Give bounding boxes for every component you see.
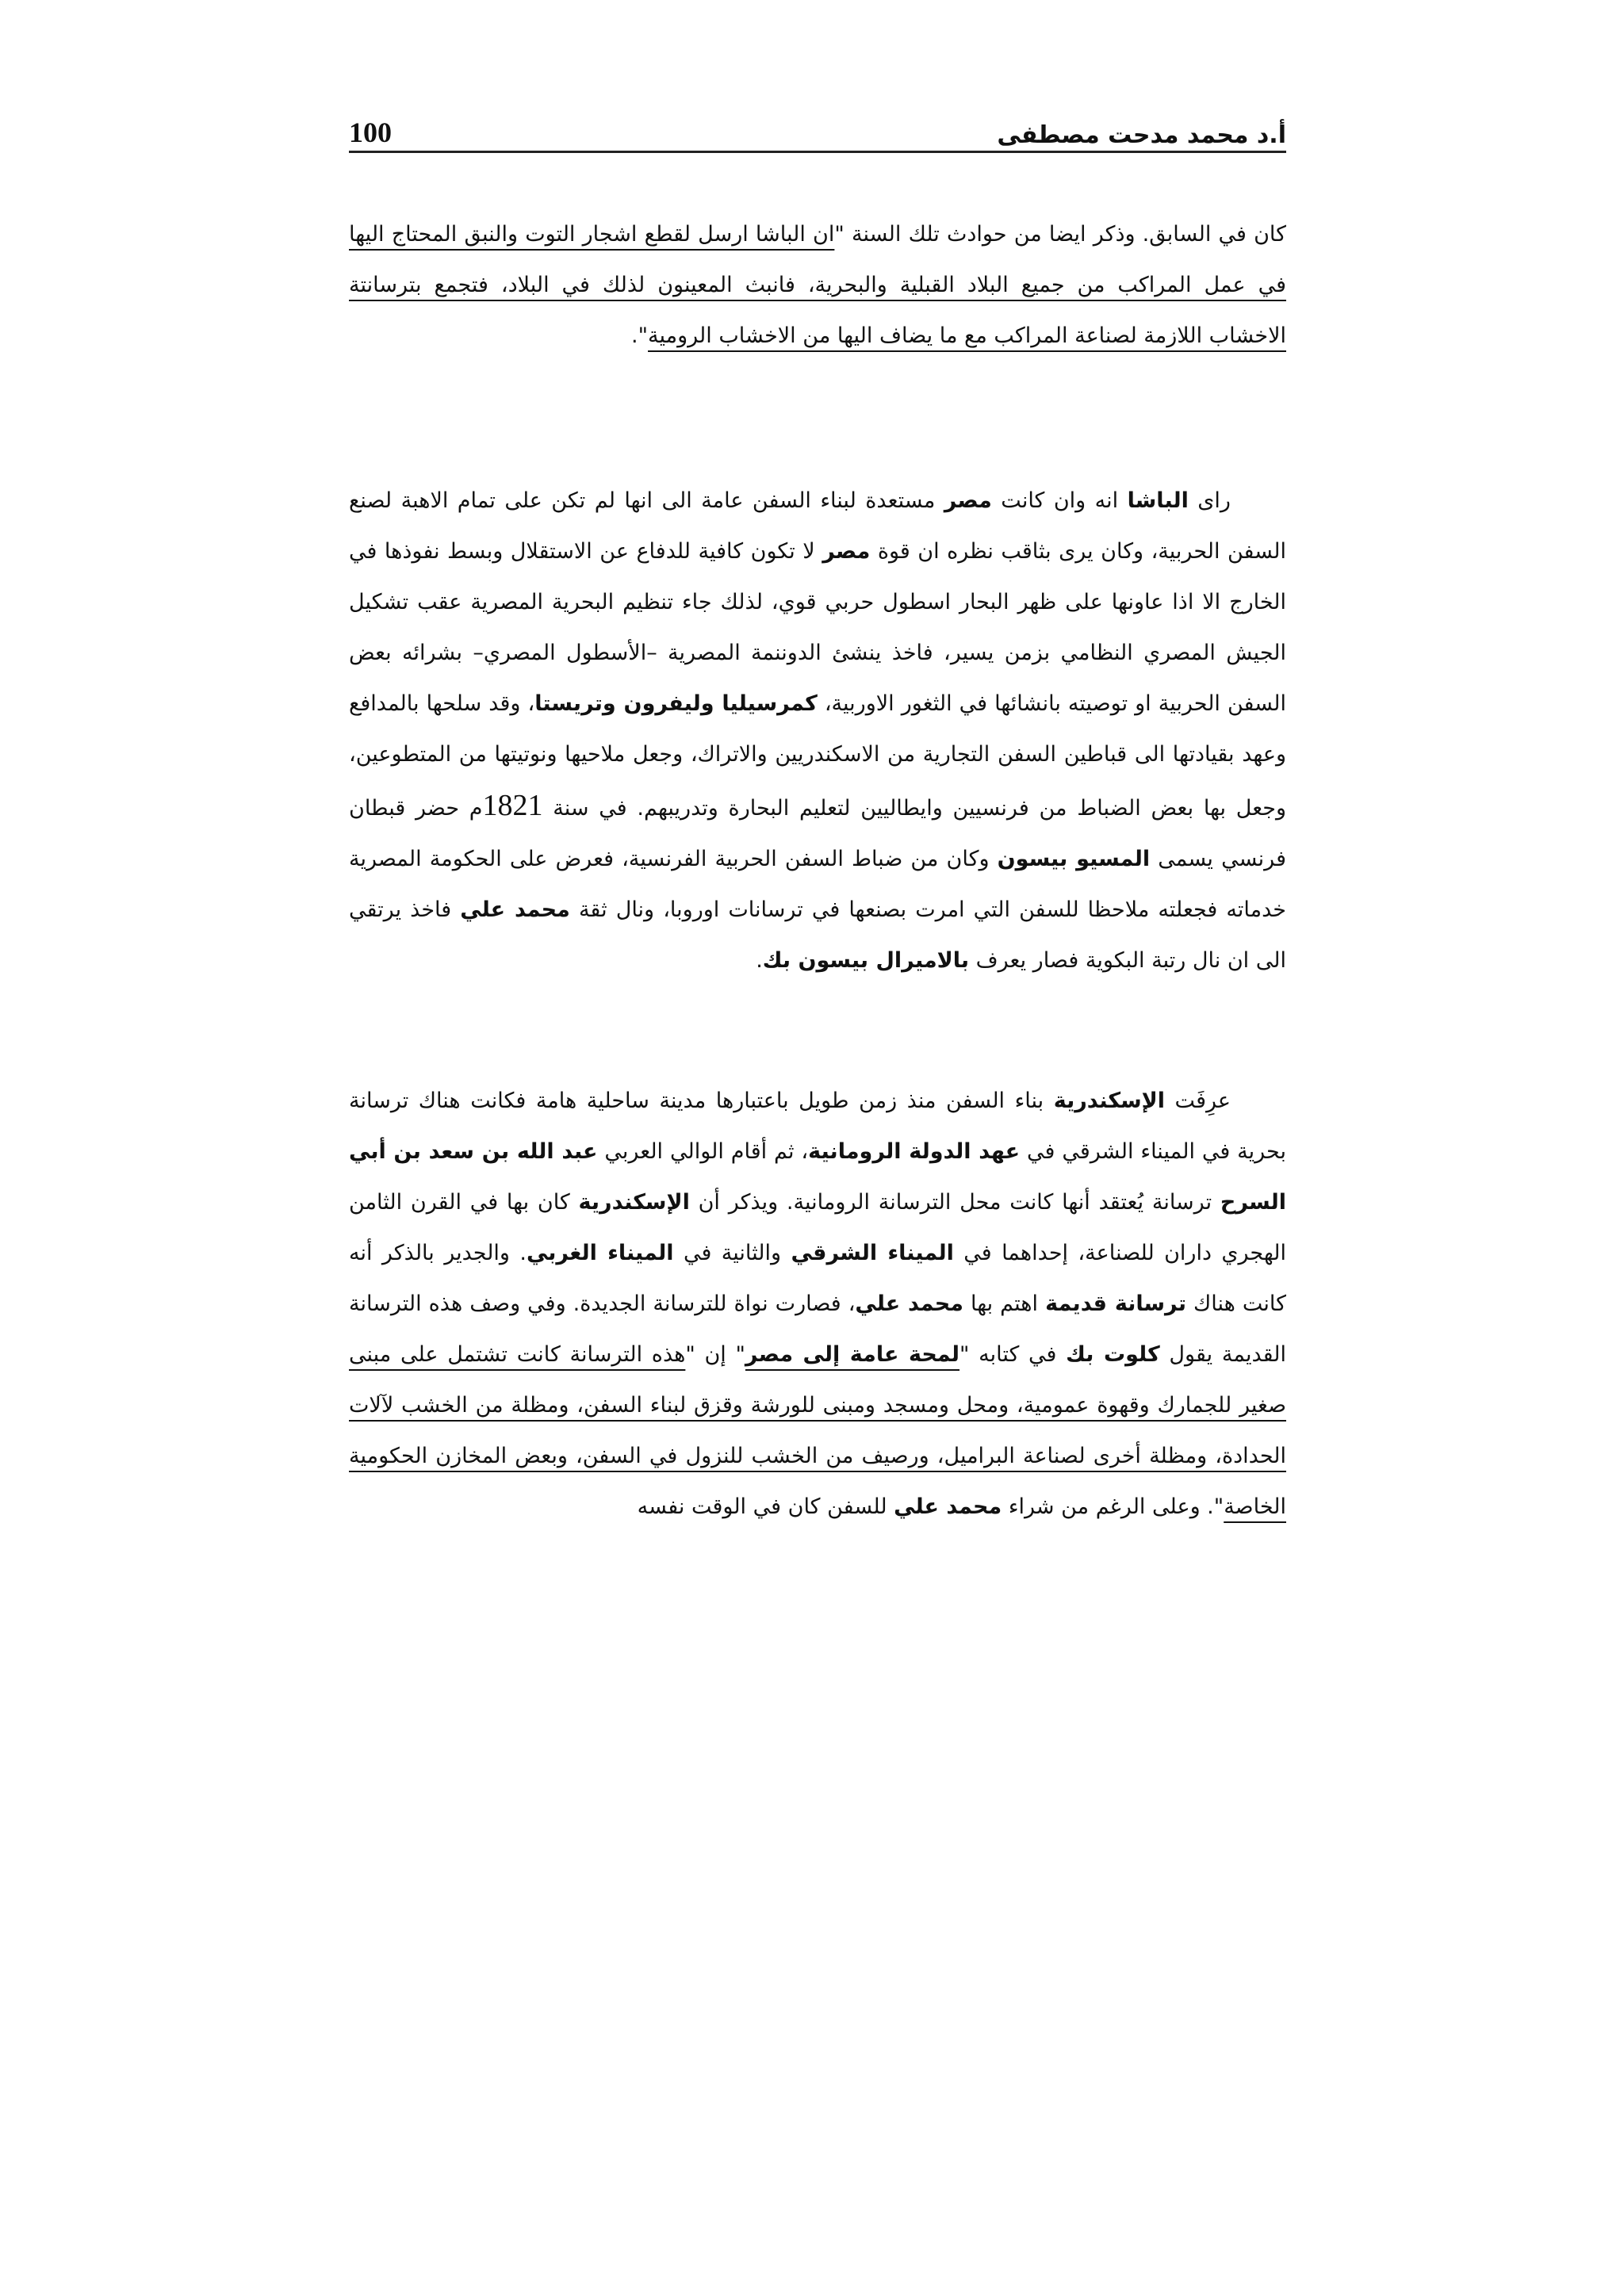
p3-text-2: بناء السفن منذ زمن طويل باعتبارها مدينة ساحلية هامة فكانت هناك ترسانة بحرية في الميناء الشرقي في: [349, 1089, 1287, 1164]
p3-bold-2: عهد الدولة الرومانية: [808, 1139, 1021, 1164]
p3-text-7: . والجدير بالذكر أنه كانت هناك: [349, 1241, 1286, 1316]
paragraph-1: [349, 209, 1286, 362]
p3-bold-6: الميناء الغربي: [526, 1241, 674, 1265]
p2-text-8: فاخذ يرتقي الى ان نال رتبة البكوية فصار يعرف: [349, 897, 1286, 973]
p2-text-1: راى: [1188, 488, 1231, 513]
p3-bold-1: الإسكندرية: [1053, 1089, 1166, 1113]
p2-text-4: لا تكون كافية للدفاع عن الاستقلال وبسط نفوذها في الخارج الا اذا عاونها على ظهر البحار اسطول حربي قوي، لذلك جاء تنظيم البحرية المصرية عقب تشكيل الجيش المصري النظامي بزمن يسير، فاخذ ينشئ الدوننمة المصرية –الأسطول المصري– بشرائه بعض السفن الحربية او توصيته بانشائها في الثغور الاوربية،: [349, 539, 1287, 716]
p2-bold-2: مصر: [944, 488, 992, 513]
p2-bold-7: بالاميرال بيسون بك: [762, 948, 970, 973]
p2-bold-1: الباشا: [1127, 488, 1189, 513]
running-header: [349, 101, 1286, 149]
p3-quote: هذه الترسانة كانت تشتمل على مبنى صغير للجمارك وقهوة عمومية، ومحل ومسجد ومبنى للورشة وقزق لبناء السفن، ومظلة من الخشب لآلات الحدادة، ومظلة أخرى لصناعة البراميل، ورصيف من الخشب للنزول في السفن، وبعض المخازن الحكومية الخاصة: [349, 1342, 1286, 1519]
paragraph-3: [349, 1076, 1286, 1533]
p3-bold-3: عبد الله بن سعد بن أبي السرح: [349, 1139, 1286, 1215]
p3-text-13: للسفن كان في الوقت نفسه: [637, 1494, 894, 1519]
p3-text-8: اهتم بها: [963, 1292, 1046, 1316]
p2-text-7: وكان من ضباط السفن الحربية الفرنسية، فعرض على الحكومة المصرية خدماته فجعلته ملاحظا للسفن التي امرت بصنعها في ترسانات اوروبا، ونال ثقة: [349, 847, 1286, 922]
p3-text-4: ترسانة يُعتقد أنها كانت محل الترسانة الرومانية. ويذكر أن: [689, 1190, 1220, 1215]
p1-quote: ان الباشا ارسل لقطع اشجار التوت والنبق المحتاج اليها في عمل المراكب من جميع البلاد القبلية والبحرية، فانبث المعينون لذلك في البلاد، فتجمع بترسانتة الاخشاب اللازمة لصناعة المراكب مع ما يضاف اليها من الاخشاب الرومية: [349, 222, 1286, 348]
p3-text-11: " إن ": [685, 1342, 745, 1367]
p3-book-title: لمحة عامة إلى مصر: [745, 1342, 960, 1367]
p2-bold-5: المسيو بيسون: [997, 847, 1151, 871]
p2-text-9: .: [756, 948, 763, 973]
p3-text-3: ، ثم أقام الوالي العربي: [597, 1139, 809, 1164]
p2-bold-6: محمد علي: [460, 897, 570, 922]
p1-text-2: ".: [631, 323, 649, 348]
p3-bold-4: الإسكندرية: [578, 1190, 690, 1215]
p3-text-10: في كتابه ": [959, 1342, 1067, 1367]
p3-bold-7: ترسانة قديمة: [1045, 1292, 1186, 1316]
p3-text-5: كان بها في القرن الثامن الهجري داران للصناعة، إحداهما في: [349, 1190, 1287, 1265]
p3-bold-11: محمد علي: [894, 1494, 1002, 1519]
header-author: أ.د محمد مدحت مصطفى: [997, 121, 1286, 149]
p3-bold-8: محمد علي: [855, 1292, 963, 1316]
p2-year: 1821: [482, 789, 543, 822]
p3-text-9: ، فصارت نواة للترسانة الجديدة. وفي وصف هذه الترسانة القديمة يقول: [349, 1292, 1287, 1367]
p2-text-2: انه وان كانت: [991, 488, 1128, 513]
p2-bold-4: كمرسيليا وليفرون وتريستا: [534, 691, 818, 716]
p3-text-6: والثانية في: [673, 1241, 791, 1265]
p3-bold-5: الميناء الشرقي: [791, 1241, 954, 1265]
page-number: 100: [349, 117, 392, 148]
p3-text-12: ". وعلى الرغم من شراء: [1002, 1494, 1224, 1519]
p2-text-3: مستعدة لبناء السفن عامة الى انها لم تكن على تمام الاهبة لصنع السفن الحربية، وكان يرى بثاقب نظره ان قوة: [349, 488, 1287, 564]
p2-text-6: م حضر قبطان فرنسي يسمى: [349, 796, 1286, 871]
p3-text-1: عرِفَت: [1165, 1089, 1231, 1113]
p2-bold-3: مصر: [822, 539, 871, 564]
header-rule: [349, 151, 1286, 153]
paragraph-2: [349, 476, 1286, 986]
p1-text-1: كان في السابق. وذكر ايضا من حوادث تلك السنة ": [834, 222, 1286, 247]
p2-text-5: ، وقد سلحها بالمدافع وعهد بقيادتها الى قباطين السفن التجارية من الاسكندريين والاتراك، وجعل ملاحيها ونوتيتها من المتطوعين، وجعل بها بعض الضباط من فرنسيين وايطاليين لتعليم البحارة وتدريبهم. في سنة: [349, 691, 1286, 821]
p3-bold-9: كلوت بك: [1066, 1342, 1160, 1367]
